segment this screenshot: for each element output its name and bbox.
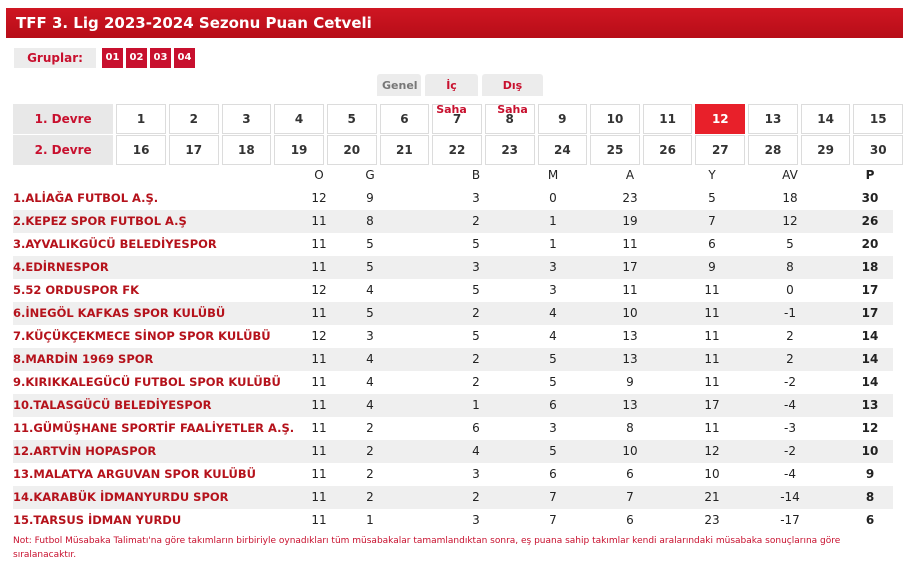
cell-drawn: 2 [472, 306, 480, 320]
cell-drawn: 4 [472, 444, 480, 458]
cell-goal-diff: -2 [784, 444, 796, 458]
cell-goals-for: 7 [626, 490, 634, 504]
first-half-week-6[interactable]: 6 [380, 104, 430, 134]
cell-goals-for: 6 [626, 513, 634, 527]
cell-goals-against: 11 [704, 329, 720, 343]
cell-lost: 1 [549, 237, 557, 251]
cell-played: 11 [311, 490, 327, 504]
cell-won: 2 [366, 467, 374, 481]
first-half-week-12[interactable]: 12 [695, 104, 745, 134]
cell-points: 6 [865, 513, 875, 527]
cell-drawn: 3 [472, 260, 480, 274]
cell-lost: 1 [549, 214, 557, 228]
team-name-link[interactable]: 8.MARDİN 1969 SPOR [13, 352, 154, 366]
cell-goals-for: 10 [622, 306, 638, 320]
standings-header [13, 164, 893, 187]
second-half-week-22[interactable]: 22 [432, 135, 482, 165]
cell-played: 11 [311, 513, 327, 527]
view-tabs [377, 74, 547, 116]
cell-won: 3 [366, 329, 374, 343]
cell-goals-for: 19 [622, 214, 638, 228]
cell-points: 14 [861, 375, 879, 389]
second-half-week-20[interactable]: 20 [327, 135, 377, 165]
cell-points: 14 [861, 352, 879, 366]
second-half-week-26[interactable]: 26 [643, 135, 693, 165]
page-title: TFF 3. Lig 2023-2024 Sezonu Puan Cetveli [6, 8, 903, 38]
cell-won: 2 [366, 421, 374, 435]
group-button-03[interactable]: 03 [150, 48, 171, 68]
cell-won: 5 [366, 306, 374, 320]
cell-played: 11 [311, 375, 327, 389]
cell-goal-diff: -2 [784, 375, 796, 389]
cell-lost: 0 [549, 191, 557, 205]
cell-points: 17 [861, 283, 879, 297]
cell-played: 11 [311, 352, 327, 366]
second-half-week-19[interactable]: 19 [274, 135, 324, 165]
team-name-link[interactable]: 15.TARSUS İDMAN YURDU [13, 513, 182, 527]
first-half-label: 1. Devre [13, 104, 113, 134]
cell-lost: 5 [549, 444, 557, 458]
team-name-link[interactable]: 6.İNEGÖL KAFKAS SPOR KULÜBÜ [13, 306, 226, 320]
first-half-week-13[interactable]: 13 [748, 104, 798, 134]
cell-lost: 6 [549, 467, 557, 481]
cell-goals-against: 17 [704, 398, 720, 412]
cell-goal-diff: 0 [786, 283, 794, 297]
column-header-won: G [365, 168, 375, 182]
cell-goal-diff: -4 [784, 467, 796, 481]
cell-goal-diff: -1 [784, 306, 796, 320]
second-half-week-30[interactable]: 30 [853, 135, 903, 165]
cell-points: 30 [861, 191, 879, 205]
cell-goals-for: 10 [622, 444, 638, 458]
cell-points: 26 [861, 214, 879, 228]
cell-won: 2 [366, 444, 374, 458]
team-name-link[interactable]: 2.KEPEZ SPOR FUTBOL A.Ş [13, 214, 187, 228]
cell-goals-for: 6 [626, 467, 634, 481]
cell-goal-diff: 2 [786, 352, 794, 366]
cell-points: 14 [861, 329, 879, 343]
column-header-drawn: B [471, 168, 481, 182]
cell-points: 20 [861, 237, 879, 251]
cell-goals-against: 12 [704, 444, 720, 458]
cell-goals-for: 23 [622, 191, 638, 205]
team-name-link[interactable]: 10.TALASGÜCÜ BELEDİYESPOR [13, 398, 212, 412]
cell-goals-for: 11 [622, 237, 638, 251]
cell-goals-for: 13 [622, 352, 638, 366]
cell-drawn: 5 [472, 237, 480, 251]
cell-drawn: 3 [472, 191, 480, 205]
cell-goals-for: 13 [622, 398, 638, 412]
cell-goals-against: 11 [704, 306, 720, 320]
cell-played: 11 [311, 421, 327, 435]
cell-points: 17 [861, 306, 879, 320]
table-row [13, 325, 893, 348]
cell-points: 12 [861, 421, 879, 435]
cell-goal-diff: -4 [784, 398, 796, 412]
second-half-week-16[interactable]: 16 [116, 135, 166, 165]
cell-drawn: 3 [472, 467, 480, 481]
cell-won: 4 [366, 352, 374, 366]
second-half-week-27[interactable]: 27 [695, 135, 745, 165]
second-half-week-23[interactable]: 23 [485, 135, 535, 165]
cell-won: 2 [366, 490, 374, 504]
cell-won: 1 [366, 513, 374, 527]
footnote: Not: Futbol Müsabaka Talimatı'na göre takımların birbiriyle oynadıkları tüm müsabakalar tamamlandıktan sonra, eş puana sahip takımlar kendi aralarındaki müsabaka sonuçlarına göre sıralanacaktır. [13, 536, 841, 560]
first-half-week-4[interactable]: 4 [274, 104, 324, 134]
cell-won: 5 [366, 260, 374, 274]
table-row [13, 256, 893, 279]
cell-won: 4 [366, 375, 374, 389]
column-header-lost: M [547, 168, 559, 182]
cell-lost: 4 [549, 329, 557, 343]
column-header-goals-for: A [625, 168, 635, 182]
team-name-link[interactable]: 1.ALİAĞA FUTBOL A.Ş. [13, 191, 159, 205]
cell-lost: 3 [549, 260, 557, 274]
column-header-goal-diff: AV [782, 168, 798, 182]
table-row [13, 302, 893, 325]
tab-genel[interactable]: Genel [377, 74, 421, 96]
team-name-link[interactable]: 11.GÜMÜŞHANE SPORTİF FAALİYETLER A.Ş. [13, 421, 295, 435]
cell-drawn: 3 [472, 513, 480, 527]
cell-goals-against: 5 [708, 191, 716, 205]
cell-goals-against: 7 [708, 214, 716, 228]
column-header-goals-against: Y [708, 168, 716, 182]
column-header-played: O [314, 168, 324, 182]
cell-drawn: 5 [472, 329, 480, 343]
first-half-week-5[interactable]: 5 [327, 104, 377, 134]
team-name-link[interactable]: 7.KÜÇÜKÇEKMECE SİNOP SPOR KULÜBÜ [13, 329, 271, 343]
table-row [13, 486, 893, 509]
first-half-week-2[interactable]: 2 [169, 104, 219, 134]
cell-goal-diff: -17 [780, 513, 800, 527]
table-row [13, 233, 893, 256]
first-half-week-9[interactable]: 9 [538, 104, 588, 134]
cell-lost: 5 [549, 352, 557, 366]
cell-goals-for: 13 [622, 329, 638, 343]
cell-goals-against: 11 [704, 283, 720, 297]
first-half-week-11[interactable]: 11 [643, 104, 693, 134]
second-half-week-17[interactable]: 17 [169, 135, 219, 165]
team-name-link[interactable]: 13.MALATYA ARGUVAN SPOR KULÜBÜ [13, 467, 256, 481]
first-half-week-10[interactable]: 10 [590, 104, 640, 134]
cell-drawn: 6 [472, 421, 480, 435]
cell-played: 11 [311, 306, 327, 320]
cell-goals-for: 11 [622, 283, 638, 297]
group-button-02[interactable]: 02 [126, 48, 147, 68]
table-row [13, 348, 893, 371]
cell-lost: 7 [549, 490, 557, 504]
cell-goal-diff: -3 [784, 421, 796, 435]
cell-points: 13 [861, 398, 879, 412]
cell-goals-against: 11 [704, 375, 720, 389]
cell-played: 11 [311, 398, 327, 412]
cell-points: 10 [861, 444, 879, 458]
table-row [13, 187, 893, 210]
cell-drawn: 2 [472, 490, 480, 504]
cell-won: 8 [366, 214, 374, 228]
second-half-week-18[interactable]: 18 [222, 135, 272, 165]
cell-goals-against: 11 [704, 421, 720, 435]
cell-goal-diff: 12 [782, 214, 798, 228]
cell-lost: 7 [549, 513, 557, 527]
cell-played: 11 [311, 444, 327, 458]
cell-played: 11 [311, 237, 327, 251]
cell-played: 12 [311, 329, 327, 343]
cell-lost: 5 [549, 375, 557, 389]
cell-played: 12 [311, 283, 327, 297]
cell-goal-diff: -14 [780, 490, 800, 504]
cell-goal-diff: 18 [782, 191, 798, 205]
table-row [13, 210, 893, 233]
first-half-week-7[interactable]: 7 [432, 104, 482, 134]
cell-drawn: 1 [472, 398, 480, 412]
cell-points: 8 [865, 490, 875, 504]
cell-played: 11 [311, 260, 327, 274]
table-row [13, 417, 893, 440]
cell-won: 5 [366, 237, 374, 251]
cell-points: 9 [865, 467, 875, 481]
cell-won: 4 [366, 398, 374, 412]
cell-goals-against: 10 [704, 467, 720, 481]
second-half-label: 2. Devre [13, 135, 113, 165]
cell-goals-against: 9 [708, 260, 716, 274]
team-name-link[interactable]: 3.AYVALIKGÜCÜ BELEDİYESPOR [13, 237, 217, 251]
cell-won: 4 [366, 283, 374, 297]
first-half-week-3[interactable]: 3 [222, 104, 272, 134]
table-row [13, 394, 893, 417]
second-half-week-21[interactable]: 21 [380, 135, 430, 165]
groups-label: Gruplar: [14, 48, 96, 68]
cell-drawn: 2 [472, 214, 480, 228]
first-half-weeks [13, 104, 903, 134]
cell-points: 18 [861, 260, 879, 274]
second-half-week-25[interactable]: 25 [590, 135, 640, 165]
cell-goals-for: 8 [626, 421, 634, 435]
cell-goals-against: 6 [708, 237, 716, 251]
second-half-week-29[interactable]: 29 [801, 135, 851, 165]
second-half-weeks [13, 135, 903, 165]
team-name-link[interactable]: 5.52 ORDUSPOR FK [13, 283, 140, 297]
cell-goal-diff: 8 [786, 260, 794, 274]
first-half-week-8[interactable]: 8 [485, 104, 535, 134]
team-name-link[interactable]: 4.EDİRNESPOR [13, 260, 109, 274]
cell-goals-against: 21 [704, 490, 720, 504]
second-half-week-28[interactable]: 28 [748, 135, 798, 165]
cell-goals-for: 9 [626, 375, 634, 389]
table-row [13, 371, 893, 394]
cell-goal-diff: 2 [786, 329, 794, 343]
team-name-link[interactable]: 12.ARTVİN HOPASPOR [13, 444, 157, 458]
cell-played: 12 [311, 191, 327, 205]
cell-lost: 3 [549, 421, 557, 435]
group-button-04[interactable]: 04 [174, 48, 195, 68]
table-row [13, 509, 893, 532]
cell-lost: 6 [549, 398, 557, 412]
tab-ic-saha[interactable]: İç Saha [425, 74, 478, 96]
cell-drawn: 2 [472, 352, 480, 366]
cell-drawn: 2 [472, 375, 480, 389]
column-header-points: P [865, 168, 875, 182]
cell-played: 11 [311, 467, 327, 481]
cell-lost: 3 [549, 283, 557, 297]
cell-played: 11 [311, 214, 327, 228]
team-name-link[interactable]: 9.KIRIKKALEGÜCÜ FUTBOL SPOR KULÜBÜ [13, 375, 281, 389]
cell-drawn: 5 [472, 283, 480, 297]
team-name-link[interactable]: 14.KARABÜK İDMANYURDU SPOR [13, 490, 229, 504]
first-half-week-1[interactable]: 1 [116, 104, 166, 134]
table-row [13, 440, 893, 463]
cell-goal-diff: 5 [786, 237, 794, 251]
second-half-week-24[interactable]: 24 [538, 135, 588, 165]
table-row [13, 279, 893, 302]
first-half-week-14[interactable]: 14 [801, 104, 851, 134]
cell-goals-for: 17 [622, 260, 638, 274]
group-button-01[interactable]: 01 [102, 48, 123, 68]
table-row [13, 463, 893, 486]
cell-won: 9 [366, 191, 374, 205]
tab-dis-saha[interactable]: Dış Saha [482, 74, 543, 96]
group-selector [14, 48, 198, 68]
cell-goals-against: 11 [704, 352, 720, 366]
first-half-week-15[interactable]: 15 [853, 104, 903, 134]
cell-goals-against: 23 [704, 513, 720, 527]
cell-lost: 4 [549, 306, 557, 320]
